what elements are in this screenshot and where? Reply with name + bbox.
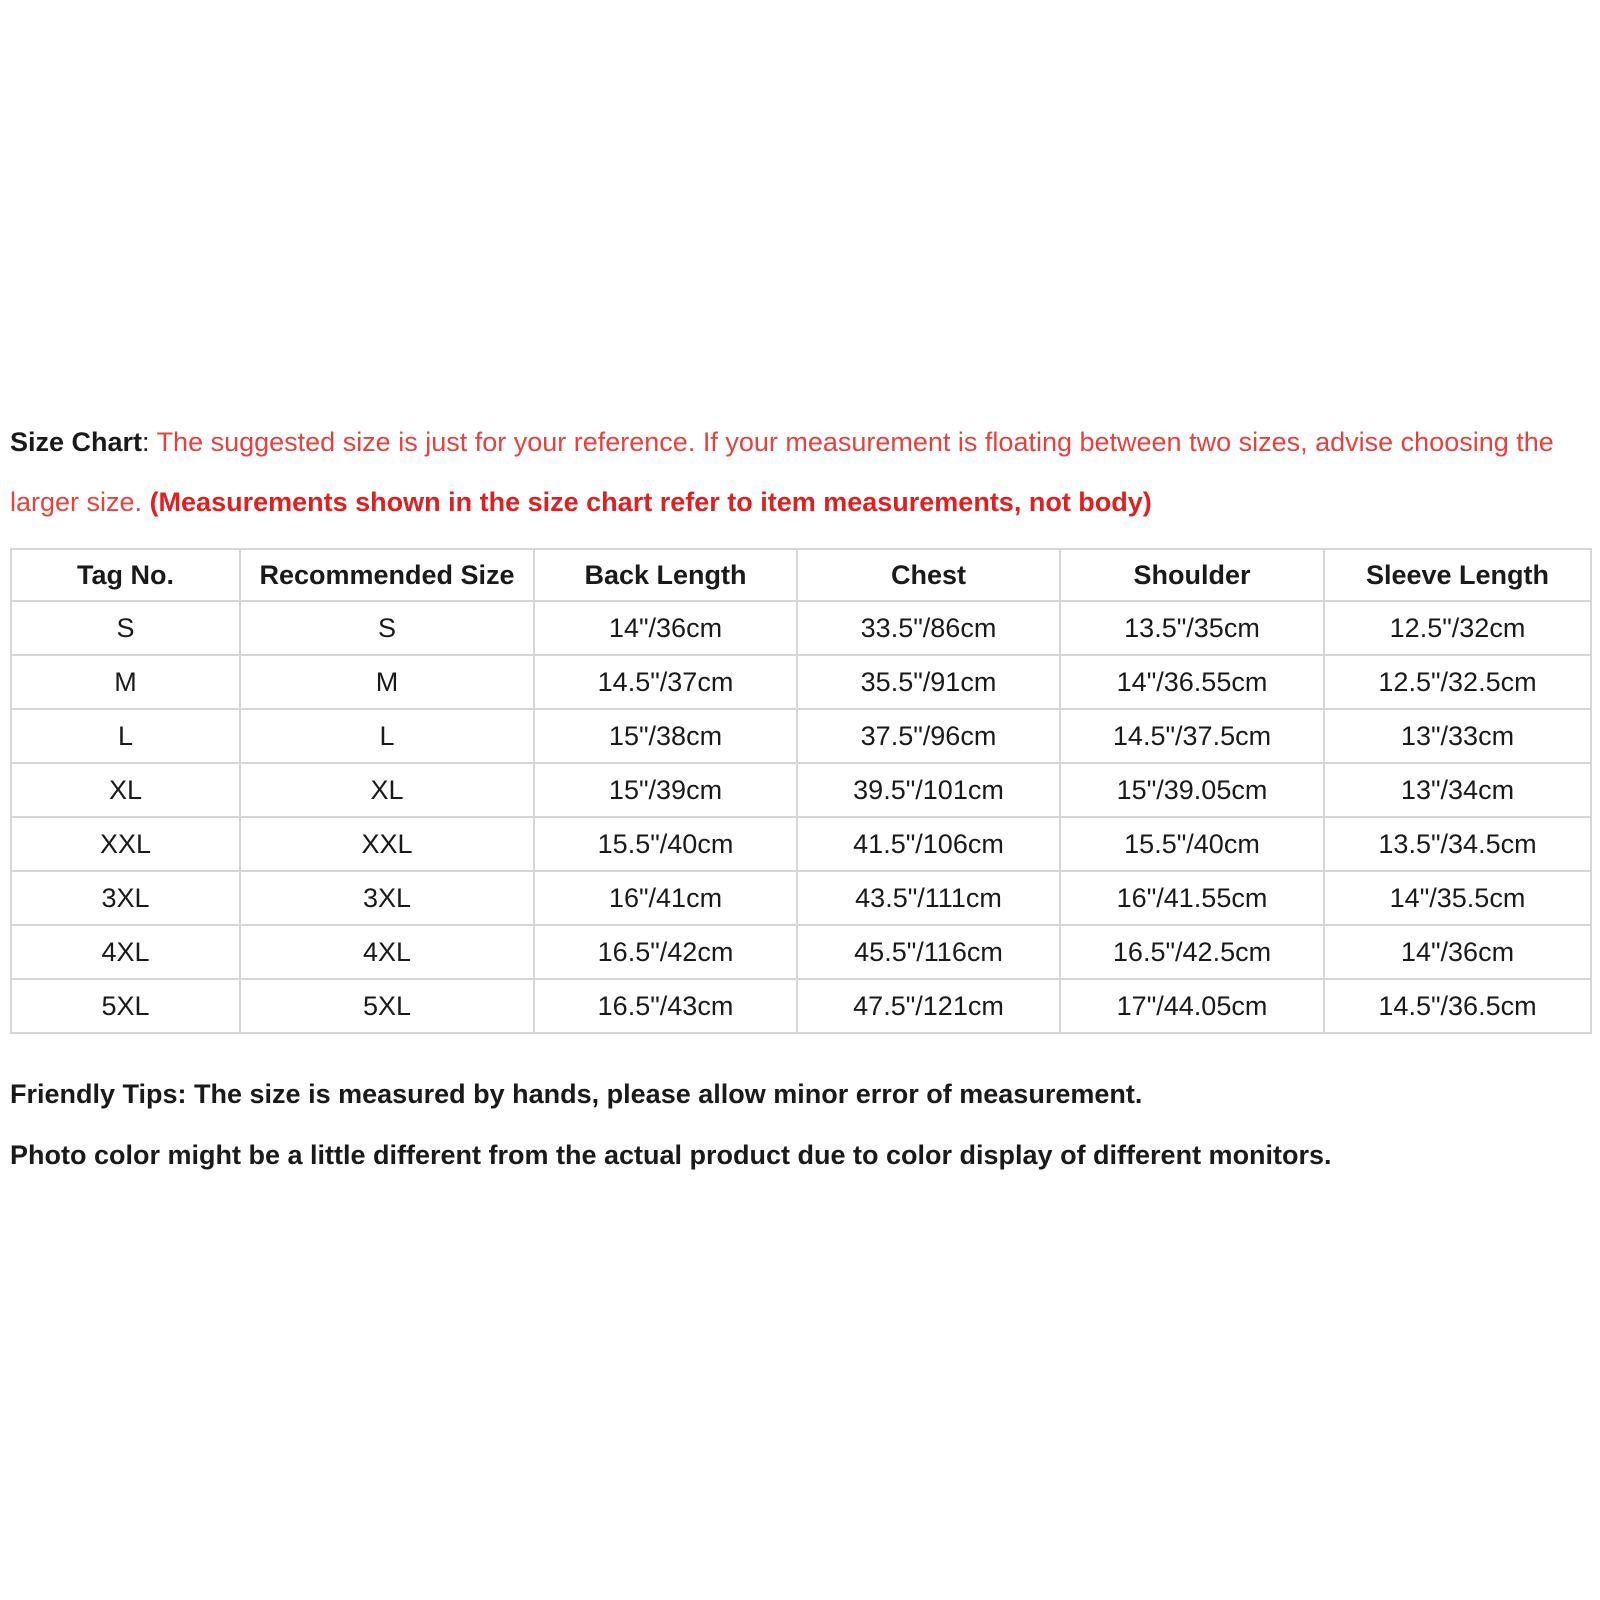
size-chart-intro — [10, 412, 1590, 532]
tips-line-measurement: Friendly Tips: The size is measured by hands, please allow minor error of measurement. — [10, 1079, 1143, 1109]
table-header-row — [11, 549, 1591, 601]
table-row — [11, 601, 1591, 655]
intro-separator: : — [142, 427, 157, 457]
size-chart-emphasis: (Measurements shown in the size chart refer to item measurements, not body) — [149, 487, 1152, 517]
cell-tag-no: 5XL — [11, 979, 240, 1033]
cell-shoulder: 15.5"/40cm — [1060, 817, 1324, 871]
cell-chest: 35.5"/91cm — [797, 655, 1060, 709]
cell-sleeve-length: 14.5"/36.5cm — [1324, 979, 1591, 1033]
cell-recommended-size: 3XL — [240, 871, 534, 925]
table-row — [11, 979, 1591, 1033]
table-row — [11, 817, 1591, 871]
friendly-tips — [10, 1064, 1590, 1186]
cell-chest: 37.5"/96cm — [797, 709, 1060, 763]
cell-tag-no: S — [11, 601, 240, 655]
table-row — [11, 925, 1591, 979]
cell-chest: 41.5"/106cm — [797, 817, 1060, 871]
cell-sleeve-length: 13"/34cm — [1324, 763, 1591, 817]
header-back-length: Back Length — [534, 549, 797, 601]
cell-recommended-size: 5XL — [240, 979, 534, 1033]
cell-sleeve-length: 13.5"/34.5cm — [1324, 817, 1591, 871]
cell-recommended-size: XL — [240, 763, 534, 817]
cell-shoulder: 14"/36.55cm — [1060, 655, 1324, 709]
cell-back-length: 15.5"/40cm — [534, 817, 797, 871]
cell-back-length: 16.5"/42cm — [534, 925, 797, 979]
cell-shoulder: 17"/44.05cm — [1060, 979, 1324, 1033]
cell-sleeve-length: 12.5"/32.5cm — [1324, 655, 1591, 709]
cell-tag-no: 3XL — [11, 871, 240, 925]
cell-back-length: 14.5"/37cm — [534, 655, 797, 709]
header-tag-no: Tag No. — [11, 549, 240, 601]
header-shoulder: Shoulder — [1060, 549, 1324, 601]
cell-sleeve-length: 14"/35.5cm — [1324, 871, 1591, 925]
cell-shoulder: 16"/41.55cm — [1060, 871, 1324, 925]
cell-recommended-size: 4XL — [240, 925, 534, 979]
cell-chest: 47.5"/121cm — [797, 979, 1060, 1033]
cell-recommended-size: S — [240, 601, 534, 655]
size-chart-label: Size Chart — [10, 427, 143, 457]
cell-tag-no: M — [11, 655, 240, 709]
cell-chest: 33.5"/86cm — [797, 601, 1060, 655]
header-recommended-size: Recommended Size — [240, 549, 534, 601]
cell-chest: 43.5"/111cm — [797, 871, 1060, 925]
cell-back-length: 16.5"/43cm — [534, 979, 797, 1033]
cell-sleeve-length: 12.5"/32cm — [1324, 601, 1591, 655]
cell-recommended-size: L — [240, 709, 534, 763]
size-chart-note: The suggested size is just for your reference. If your measurement is floating between two sizes, advise choosing the larger size. — [10, 427, 1554, 517]
size-chart-table — [10, 548, 1592, 1034]
cell-shoulder: 16.5"/42.5cm — [1060, 925, 1324, 979]
table-row — [11, 709, 1591, 763]
cell-shoulder: 14.5"/37.5cm — [1060, 709, 1324, 763]
table-row — [11, 655, 1591, 709]
cell-chest: 39.5"/101cm — [797, 763, 1060, 817]
cell-back-length: 15"/39cm — [534, 763, 797, 817]
header-chest: Chest — [797, 549, 1060, 601]
cell-chest: 45.5"/116cm — [797, 925, 1060, 979]
cell-back-length: 14"/36cm — [534, 601, 797, 655]
cell-tag-no: XXL — [11, 817, 240, 871]
header-sleeve-length: Sleeve Length — [1324, 549, 1591, 601]
cell-shoulder: 15"/39.05cm — [1060, 763, 1324, 817]
cell-sleeve-length: 13"/33cm — [1324, 709, 1591, 763]
cell-recommended-size: M — [240, 655, 534, 709]
cell-back-length: 15"/38cm — [534, 709, 797, 763]
table-row — [11, 763, 1591, 817]
cell-tag-no: 4XL — [11, 925, 240, 979]
cell-shoulder: 13.5"/35cm — [1060, 601, 1324, 655]
table-row — [11, 871, 1591, 925]
cell-tag-no: L — [11, 709, 240, 763]
cell-back-length: 16"/41cm — [534, 871, 797, 925]
cell-sleeve-length: 14"/36cm — [1324, 925, 1591, 979]
cell-tag-no: XL — [11, 763, 240, 817]
cell-recommended-size: XXL — [240, 817, 534, 871]
tips-line-photo-color: Photo color might be a little different from the actual product due to color display of different monitors. — [10, 1140, 1332, 1170]
